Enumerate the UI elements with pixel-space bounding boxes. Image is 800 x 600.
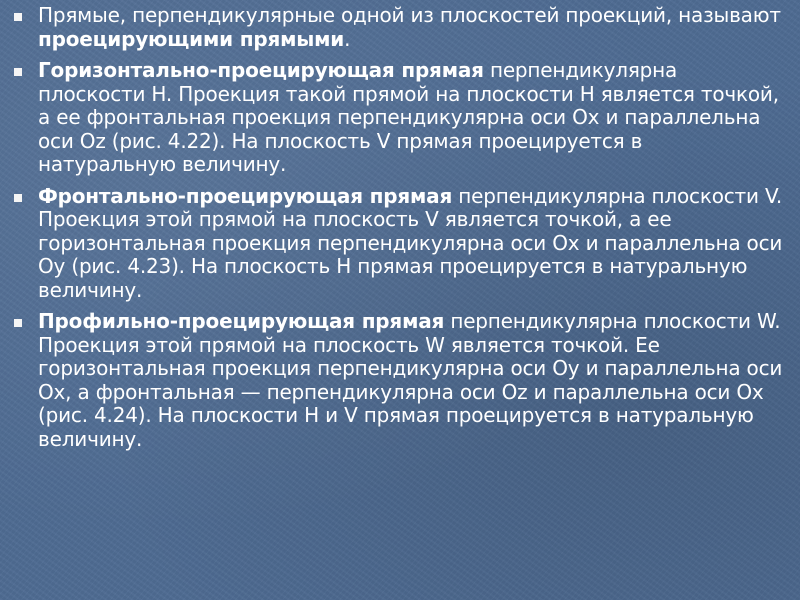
bullet-text-tail: перпендикулярна плоскости V. Проекция этой прямой на плоскость V является точкой, а ее горизонтальная проекция перпендикулярна оси Ox и параллельна оси Oy (рис. 4.23). На плоскость H прямая проецируется в натуральную величину. <box>38 183 783 302</box>
square-bullet-icon <box>14 13 22 21</box>
square-bullet-icon <box>14 194 22 202</box>
bullet-bold-term: Профильно-проецирующая прямая <box>38 309 445 333</box>
bullet-item-projecting-lines <box>14 4 786 51</box>
bullet-bold-term: Фронтально-проецирующая прямая <box>38 183 453 208</box>
bullet-text: Прямые, перпендикулярные одной из плоскостей проекций, называют <box>38 3 781 27</box>
bullet-text-tail: перпендикулярна плоскости W. Проекция этой прямой на плоскость W является точкой. Ее горизонтальная проекция перпендикулярна оси Oy и параллельна оси Ox, а фронтальная — перпендикулярна оси Oz и параллельна оси Ox (рис. 4.24). На плоскости H и V прямая проецируется в натуральную величину. <box>38 309 783 451</box>
bullet-text-tail: . <box>344 26 351 51</box>
bullet-item-frontal-projecting <box>14 185 786 303</box>
square-bullet-icon <box>14 68 22 76</box>
bullet-text-tail: перпендикулярна плоскости H. Проекция такой прямой на плоскости H является точкой, а ее фронтальная проекция перпендикулярна оси Ox и параллельна оси Oz (рис. 4.22). На плоскость V прямая проецируется в натуральную величину. <box>38 58 779 176</box>
bullet-list <box>14 4 786 451</box>
bullet-bold-term: проецирующими прямыми <box>38 26 345 51</box>
square-bullet-icon <box>14 319 22 327</box>
bullet-bold-term: Горизонтально-проецирующая прямая <box>38 58 484 82</box>
bullet-item-horizontal-projecting <box>14 59 786 177</box>
bullet-item-profile-projecting <box>14 310 786 451</box>
